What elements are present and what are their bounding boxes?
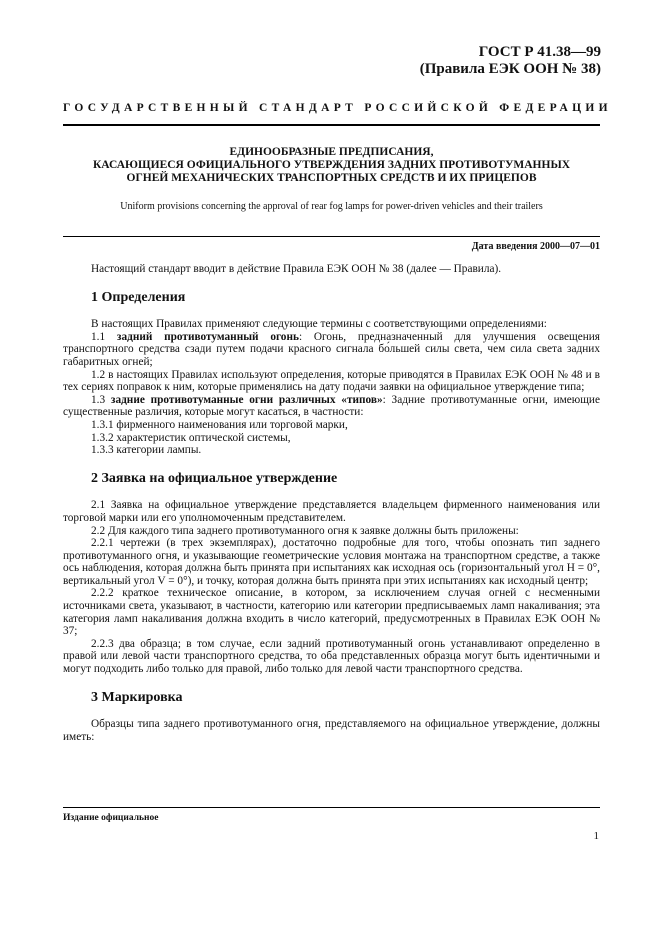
page-number: 1 — [593, 830, 599, 842]
list-item-1-3-3: 1.3.3 категории лампы. — [91, 444, 202, 457]
list-item-1-3-1: 1.3.1 фирменного наименования или торговой марки, — [91, 418, 348, 431]
paragraph-2-1: 2.1 Заявка на официальное утверждение представляется владельцем фирменного наименования или торговой марки или его уполномоченным представителем. — [63, 499, 600, 524]
intro-paragraph: Настоящий стандарт вводит в действие Правила ЕЭК ООН № 38 (далее — Правила). — [91, 263, 502, 275]
paragraph-3: Образцы типа заднего противотуманного огня, представляемого на официальное утверждение, должны иметь: — [63, 718, 600, 743]
definition-text: : Задние противотуманные огни, имеющие существенные различия, которые могут касаться, в частности: — [63, 393, 600, 419]
english-title: Uniform provisions concerning the approval of rear fog lamps for power-driven vehicles and their trailers — [120, 201, 543, 212]
header-divider — [63, 124, 600, 126]
paragraph-2-2-2: 2.2.2 краткое техническое описание, в котором, за исключением случая огней с несменными источниками света, указывают, в частности, категорию или категории предписываемых ламп накаливания; эта категория ламп накаливания должна входить в число категорий, предусмотренных в Правилах ЕЭК ООН № 37; — [63, 587, 600, 638]
footer-divider — [63, 807, 600, 808]
document-body — [63, 263, 600, 743]
section-1-heading: 1 Определения — [91, 289, 186, 305]
title-divider — [63, 236, 600, 237]
definition-text: : Огонь, предназначенный для улучшения освещения транспортного средства сзади путем подачи красного сигнала бо́льшей силы света, чем сила света задних габаритных огней; — [63, 330, 601, 368]
main-title — [63, 146, 600, 185]
doc-alias: (Правила ЕЭК ООН № 38) — [419, 61, 601, 77]
paragraph-2-2-1: 2.2.1 чертежи (в трех экземплярах), достаточно подробные для того, чтобы опознать тип заднего противотуманного огня, и указывающие геометрические условия монтажа на транспортном средстве, а также ось наблюдения, которая должна быть принята при испытаниях как исходная ось (горизонтальный угол H = 0°, вертикальный угол V = 0°), и точку, которая должна быть принята при этих испытаниях как исходный центр; — [63, 537, 600, 587]
definition-term: задние противотуманные огни различных «типов» — [110, 393, 383, 406]
definition-number: 1.3 — [91, 393, 111, 406]
title-line-2: КАСАЮЩИЕСЯ ОФИЦИАЛЬНОГО УТВЕРЖДЕНИЯ ЗАДНИХ ПРОТИВОТУМАННЫХ — [92, 159, 571, 171]
title-line-1: ЕДИНООБРАЗНЫЕ ПРЕДПИСАНИЯ, — [229, 146, 434, 158]
section-1-lead: В настоящих Правилах применяют следующие термины с соответствующими определениями: — [91, 318, 547, 331]
list-item-1-3-2: 1.3.2 характеристик оптической системы, — [91, 431, 291, 444]
doc-number: ГОСТ Р 41.38—99 — [478, 44, 601, 60]
definition-1-2: 1.2 в настоящих Правилах используют определения, которые приводятся в Правилах ЕЭК ООН № 48 и в тех сериях поправок к ним, которые применялись на дату подачи заявки на официальное утверждение типа; — [63, 368, 600, 394]
document-id-block — [420, 44, 601, 78]
state-standard-title: ГОСУДАРСТВЕННЫЙ СТАНДАРТ РОССИЙСКОЙ ФЕДЕРАЦИИ — [63, 102, 612, 114]
definition-number: 1.1 — [91, 330, 117, 343]
paragraph-2-2: 2.2 Для каждого типа заднего противотуманного огня к заявке должны быть приложены: — [91, 524, 519, 537]
paragraph-2-2-3: 2.2.3 два образца; в том случае, если задний противотуманный огонь устанавливают определенно в правой или левой части транспортного средства, то оба представленных образца могут быть идентичными и могут подходить либо только для правой, либо только для левой части транспортного средства. — [63, 637, 600, 676]
edition-label: Издание официальное — [63, 813, 159, 823]
section-3-heading: 3 Маркировка — [91, 689, 183, 705]
section-2-heading: 2 Заявка на официальное утверждение — [91, 470, 338, 486]
title-line-3: ОГНЕЙ МЕХАНИЧЕСКИХ ТРАНСПОРТНЫХ СРЕДСТВ И ИХ ПРИЦЕПОВ — [126, 172, 537, 184]
introduction-date: Дата введения 2000—07—01 — [471, 241, 600, 252]
definition-1-1 — [63, 331, 600, 369]
definition-term: задний противотуманный огонь — [116, 330, 299, 343]
definition-1-3 — [63, 394, 600, 419]
